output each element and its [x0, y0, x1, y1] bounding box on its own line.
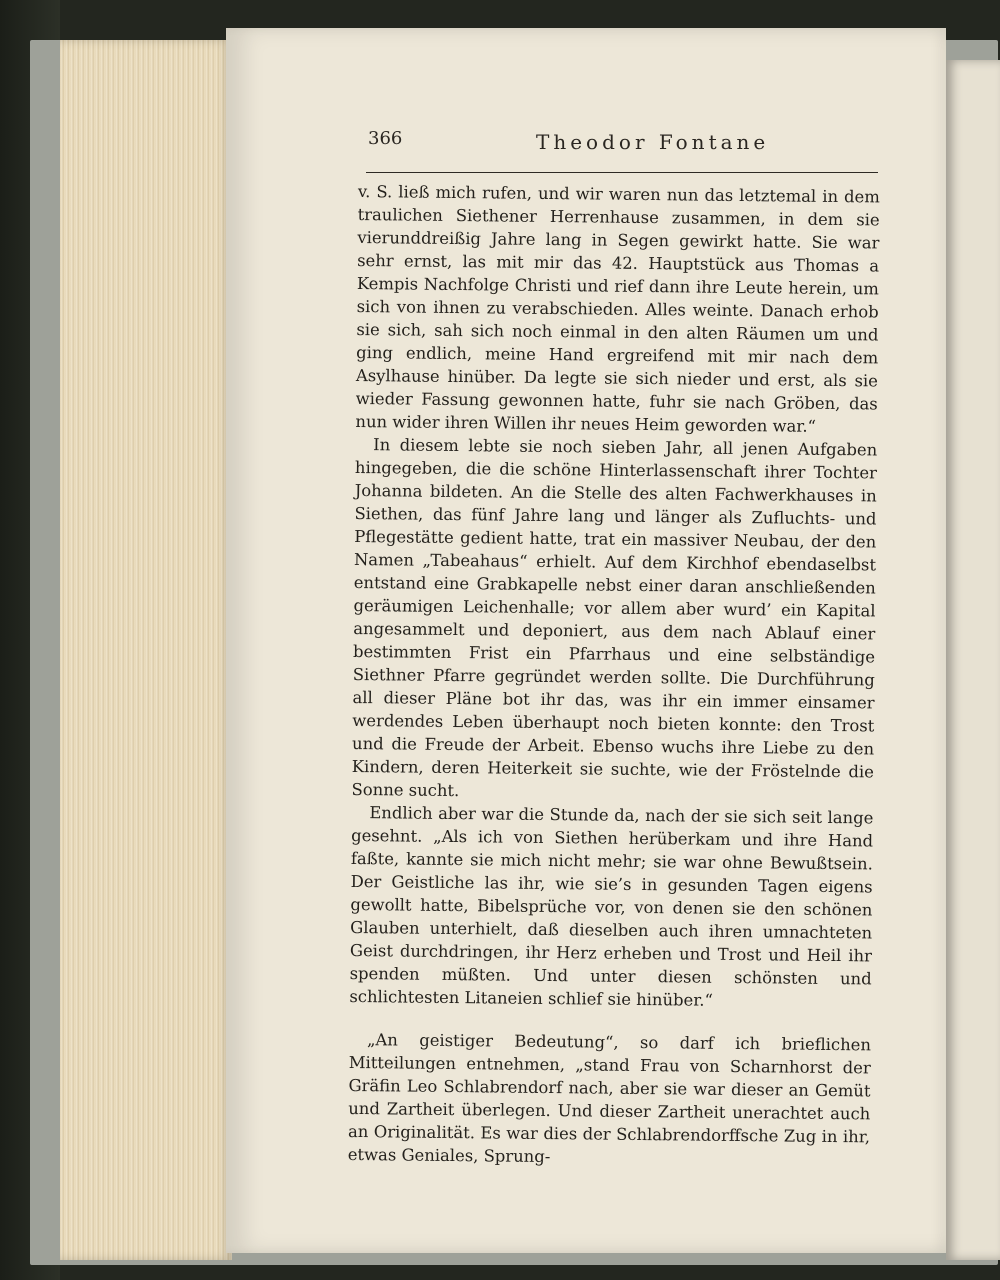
body-text [348, 180, 880, 1171]
paragraph: Endlich aber war die Stunde da, nach der sie sich seit lange gesehnt. „Als ich von Siethen herüberkam und ihre Hand faßte, kannte sie mich nicht mehr; sie war ohne Bewußtsein. Der Geistliche las ihr, wie sie’s in gesunden Tagen eigens gewollt hatte, Bibelsprüche vor, von denen sie den schönen Glauben unterhielt, daß dieselben auch ihren umnachteten Geist durchdringen, ihr Herz erheben und Trost und Heil ihr spenden müßten. Und unter diesen schönsten und schlichtesten Litaneien schlief sie hinüber.“ [349, 803, 874, 1010]
page-stack-edges [60, 40, 232, 1260]
page-header [366, 126, 878, 173]
paragraph: In diesem lebte sie noch sieben Jahr, all jenen Aufgaben hingegeben, die die schöne Hinterlassenschaft ihrer Tochter Johanna bildeten. An die Stelle des alten Fachwerkhauses in Siethen, das fünf Jahre lang und länger als Zufluchts- und Pflegestätte gedient hatte, trat ein massiver Neubau, der den Namen „Tabeahaus“ erhielt. Auf dem Kirchhof ebendaselbst entstand eine Grabkapelle nebst einer daran anschließenden geräumigen Leichenhalle; vor allem aber wurd’ ein Kapital angesammelt und deponiert, aus dem nach Ablauf einer bestimmten Frist ein Pfarrhaus und eine selbständige Siethner Pfarre gegründet werden sollte. Die Durchführung all dieser Pläne bot ihr das, was ihr ein immer einsamer werdendes Leben überhaupt noch bieten konnte: den Trost und die Freude der Arbeit. Ebenso wuchs ihre Liebe zu den Kindern, deren Heiterkeit sie suchte, wie der Fröstelnde die Sonne sucht. [351, 435, 878, 801]
book-page [226, 28, 946, 1253]
paragraph: v. S. ließ mich rufen, und wir waren nun das letztemal in dem traulichen Siethener Herrenhause zusammen, in dem sie vierunddreißig Jahre lang in Segen gewirkt hatte. Sie war sehr ernst, las mit mir das 42. Hauptstück aus Thomas a Kempis Nachfolge Christi und rief dann ihre Leute herein, um sich von ihnen zu verabschieden. Alles weinte. Danach erhob sie sich, sah sich noch einmal in den alten Räumen um und ging endlich, meine Hand ergreifend mit mir nach dem Asylhause hinüber. Da legte sie sich nieder und erst, als sie wieder Fassung gewonnen hatte, fuhr sie nach Gröben, das nun wider ihren Willen ihr neues Heim geworden war.“ [355, 181, 880, 436]
facing-page-edge [946, 60, 1000, 1260]
paragraph: „An geistiger Bedeutung“, so darf ich brieflichen Mitteilungen entnehmen, „stand Frau von Scharnhorst der Gräfin Leo Schlabrendorf nach, aber sie war dieser an Gemüt und Zartheit überlegen. Und dieser Zartheit unerachtet auch an Originalität. Es war dies der Schlabrendorffsche Zug in ihr, etwas Geniales, Sprung- [347, 1030, 872, 1167]
page-number: 366 [368, 128, 403, 149]
running-head: Theodor Fontane [536, 130, 770, 154]
